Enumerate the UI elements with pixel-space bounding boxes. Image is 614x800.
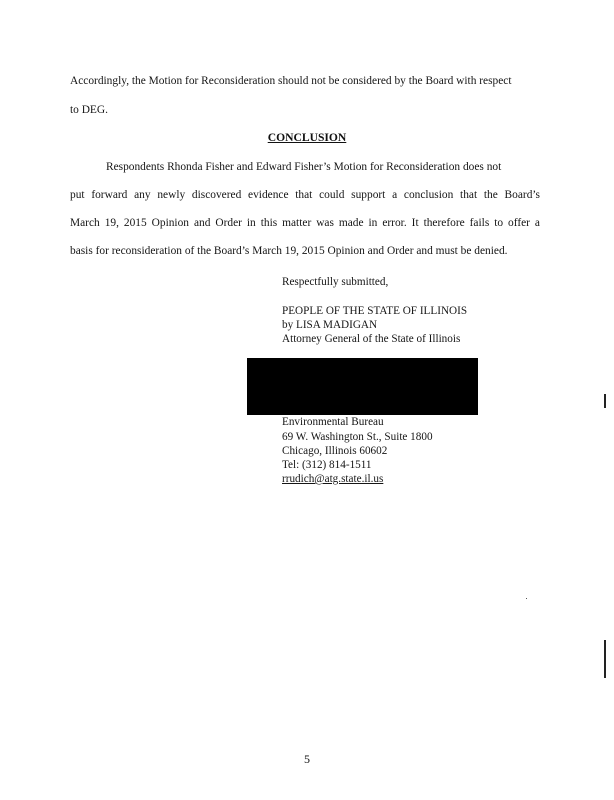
signature-closing: Respectfully submitted, <box>282 276 389 288</box>
conclusion-paragraph-line: put forward any newly discovered evidence that could support a conclusion that the Board’s <box>70 189 540 201</box>
redaction-block <box>247 358 478 415</box>
scan-speck <box>526 598 527 599</box>
conclusion-heading: CONCLUSION <box>267 131 347 144</box>
body-text-line: Accordingly, the Motion for Reconsideration should not be considered by the Board with respect <box>70 75 512 87</box>
body-text-line: to DEG. <box>70 104 108 116</box>
page-number: 5 <box>304 752 310 766</box>
signature-by: by LISA MADIGAN <box>282 319 378 331</box>
conclusion-paragraph-line: basis for reconsideration of the Board’s March 19, 2015 Opinion and Order and must be denied. <box>70 245 508 257</box>
signature-telephone: Tel: (312) 814-1511 <box>282 459 372 471</box>
signature-city: Chicago, Illinois 60602 <box>282 445 388 457</box>
scan-edge-mark <box>604 394 606 408</box>
conclusion-paragraph-line: March 19, 2015 Opinion and Order in this matter was made in error. It therefore fails to offer a <box>70 217 540 229</box>
signature-title: Attorney General of the State of Illinois <box>282 333 461 345</box>
scan-edge-mark <box>604 640 606 678</box>
signature-party: PEOPLE OF THE STATE OF ILLINOIS <box>282 305 468 317</box>
signature-email: rrudich@atg.state.il.us <box>282 473 384 485</box>
signature-address: 69 W. Washington St., Suite 1800 <box>282 431 433 443</box>
signature-bureau: Environmental Bureau <box>282 416 384 428</box>
conclusion-paragraph-line: Respondents Rhonda Fisher and Edward Fisher’s Motion for Reconsideration does not <box>106 161 502 173</box>
